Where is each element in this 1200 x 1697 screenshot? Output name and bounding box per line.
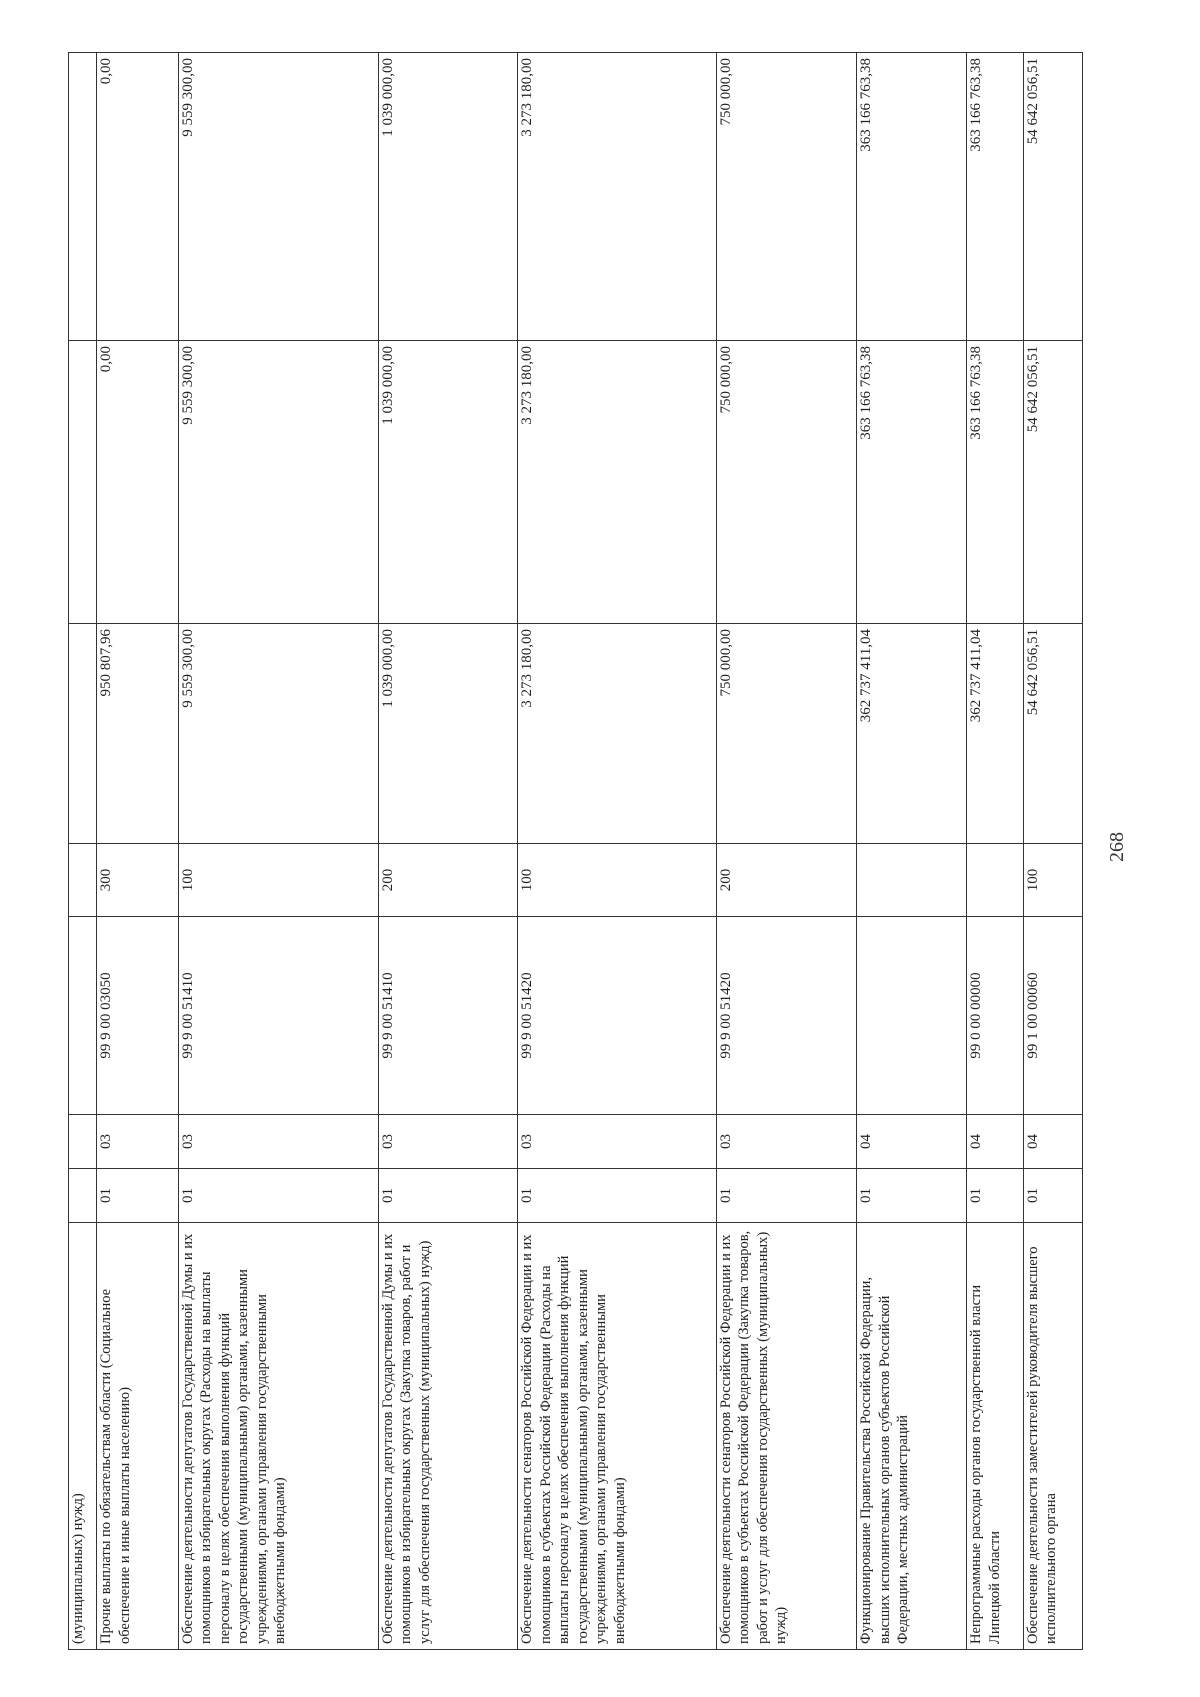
expense-type-code: 200	[378, 844, 517, 917]
amount-year-3: 363 166 763,38	[967, 53, 1024, 341]
table-row	[716, 53, 857, 1650]
subsection-code: 04	[967, 1115, 1024, 1169]
expense-type-code	[857, 844, 967, 917]
target-article-code: 99 9 00 51420	[518, 917, 717, 1115]
section-code: 01	[518, 1169, 717, 1223]
amount-year-1: 1 039 000,00	[378, 624, 517, 844]
section-code	[69, 1169, 97, 1223]
amount-year-1: 362 737 411,04	[857, 624, 967, 844]
amount-year-3: 750 000,00	[716, 53, 857, 341]
table-row	[178, 53, 378, 1650]
target-article-code	[69, 917, 97, 1115]
expense-type-code: 100	[178, 844, 378, 917]
page-number: 268	[1106, 832, 1128, 862]
expense-type-code: 100	[518, 844, 717, 917]
amount-year-1: 950 807,96	[97, 624, 179, 844]
amount-year-2: 0,00	[97, 341, 179, 624]
row-name: Обеспечение деятельности сенаторов Российской Федерации и их помощников в субъектах Российской Федерации (Закупка товаров, работ и услуг для обеспечения государственных (муниципальных) нужд)	[716, 1223, 857, 1650]
amount-year-1	[69, 624, 97, 844]
subsection-code: 04	[1023, 1115, 1082, 1169]
section-code: 01	[1023, 1169, 1082, 1223]
table-row	[1023, 53, 1082, 1650]
amount-year-1: 9 559 300,00	[178, 624, 378, 844]
amount-year-2: 9 559 300,00	[178, 341, 378, 624]
section-code: 01	[97, 1169, 179, 1223]
amount-year-3: 3 273 180,00	[518, 53, 717, 341]
target-article-code: 99 9 00 51410	[378, 917, 517, 1115]
subsection-code: 03	[518, 1115, 717, 1169]
row-name: Обеспечение деятельности депутатов Государственной Думы и их помощников в избирательных округах (Закупка товаров, работ и услуг для обеспечения государственных (муниципальных) нужд)	[378, 1223, 517, 1650]
subsection-code: 03	[378, 1115, 517, 1169]
subsection-code	[69, 1115, 97, 1169]
row-name: Функционирование Правительства Российской Федерации, высших исполнительных органов субъектов Российской Федерации, местных администраций	[857, 1223, 967, 1650]
subsection-code: 03	[178, 1115, 378, 1169]
target-article-code: 99 1 00 00060	[1023, 917, 1082, 1115]
amount-year-1: 750 000,00	[716, 624, 857, 844]
amount-year-3: 363 166 763,38	[857, 53, 967, 341]
amount-year-2: 363 166 763,38	[967, 341, 1024, 624]
budget-table	[68, 52, 1083, 1650]
row-name: Обеспечение деятельности заместителей руководителя высшего исполнительного органа	[1023, 1223, 1082, 1650]
amount-year-2: 363 166 763,38	[857, 341, 967, 624]
row-name: (муниципальных) нужд)	[69, 1223, 97, 1650]
table-row	[69, 53, 97, 1650]
expense-type-code: 100	[1023, 844, 1082, 917]
amount-year-3: 9 559 300,00	[178, 53, 378, 341]
amount-year-2: 54 642 056,51	[1023, 341, 1082, 624]
section-code: 01	[967, 1169, 1024, 1223]
amount-year-2: 1 039 000,00	[378, 341, 517, 624]
subsection-code: 04	[857, 1115, 967, 1169]
target-article-code: 99 9 00 03050	[97, 917, 179, 1115]
subsection-code: 03	[97, 1115, 179, 1169]
amount-year-3: 0,00	[97, 53, 179, 341]
amount-year-3	[69, 53, 97, 341]
amount-year-1: 362 737 411,04	[967, 624, 1024, 844]
row-name: Прочие выплаты по обязательствам области (Социальное обеспечение и иные выплаты населению)	[97, 1223, 179, 1650]
target-article-code: 99 9 00 51410	[178, 917, 378, 1115]
amount-year-1: 3 273 180,00	[518, 624, 717, 844]
expense-type-code	[69, 844, 97, 917]
expense-type-code: 300	[97, 844, 179, 917]
amount-year-3: 54 642 056,51	[1023, 53, 1082, 341]
row-name: Обеспечение деятельности депутатов Государственной Думы и их помощников в избирательных округах (Расходы на выплаты персоналу в целях обеспечения выполнения функций государственными (муниципальными) органами, казенными учреждениями, органами управления государственными внебюджетными фондами)	[178, 1223, 378, 1650]
table-row	[967, 53, 1024, 1650]
expense-type-code: 200	[716, 844, 857, 917]
amount-year-2: 750 000,00	[716, 341, 857, 624]
target-article-code: 99 9 00 51420	[716, 917, 857, 1115]
row-name: Непрограммные расходы органов государственной власти Липецкой области	[967, 1223, 1024, 1650]
section-code: 01	[857, 1169, 967, 1223]
expense-type-code	[967, 844, 1024, 917]
table-row	[518, 53, 717, 1650]
section-code: 01	[378, 1169, 517, 1223]
section-code: 01	[178, 1169, 378, 1223]
target-article-code: 99 0 00 00000	[967, 917, 1024, 1115]
amount-year-1: 54 642 056,51	[1023, 624, 1082, 844]
target-article-code	[857, 917, 967, 1115]
row-name: Обеспечение деятельности сенаторов Российской Федерации и их помощников в субъектах Российской Федерации (Расходы на выплаты персоналу в целях обеспечения выполнения функций государственными (муниципальными) органами, казенными учреждениями, органами управления государственными внебюджетными фондами)	[518, 1223, 717, 1650]
section-code: 01	[716, 1169, 857, 1223]
table-row	[857, 53, 967, 1650]
subsection-code: 03	[716, 1115, 857, 1169]
table-row	[97, 53, 179, 1650]
amount-year-2: 3 273 180,00	[518, 341, 717, 624]
table-row	[378, 53, 517, 1650]
amount-year-3: 1 039 000,00	[378, 53, 517, 341]
amount-year-2	[69, 341, 97, 624]
